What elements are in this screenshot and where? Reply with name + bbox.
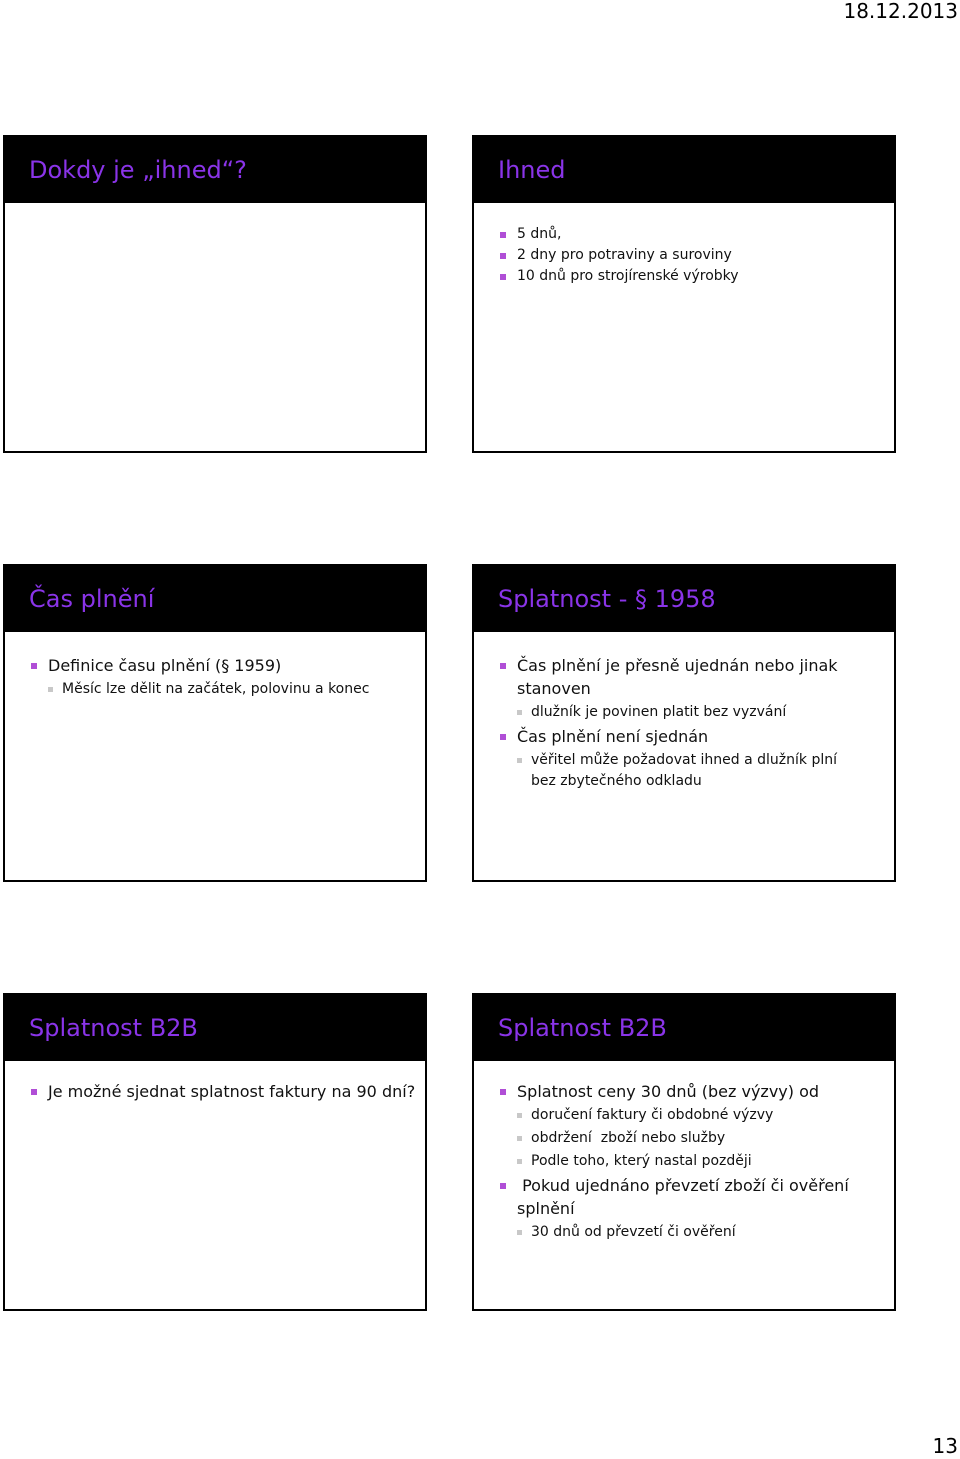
bullet-item: 10 dnů pro strojírenské výrobky	[498, 267, 880, 286]
slide-cas-plneni	[3, 564, 427, 882]
bullet-item: 5 dnů,	[498, 225, 880, 244]
bullet-item: Čas plnění je přesně ujednán nebo jinak stanoven	[498, 654, 864, 700]
page-date: 18.12.2013	[843, 0, 958, 23]
bullet-list	[498, 1080, 854, 1243]
sub-bullet-item: obdržení zboží nebo služby	[498, 1128, 854, 1149]
bullet-item: Splatnost ceny 30 dnů (bez výzvy) od	[498, 1080, 854, 1103]
slide-dokdy-je-ihned	[3, 135, 427, 453]
sub-bullet-item: dlužník je povinen platit bez vyzvání	[498, 702, 864, 723]
slide-title: Splatnost B2B	[498, 1014, 667, 1042]
bullet-item: Pokud ujednáno převzetí zboží či ověření splnění	[498, 1174, 854, 1220]
bullet-list	[498, 225, 880, 286]
slide-title: Splatnost B2B	[29, 1014, 198, 1042]
slide-body	[474, 1061, 894, 1243]
slide-title: Ihned	[498, 156, 566, 184]
slide-header	[5, 995, 425, 1061]
sub-bullet-item: doručení faktury či obdobné výzvy	[498, 1105, 854, 1126]
sub-bullet-item: Podle toho, který nastal později	[498, 1151, 854, 1172]
slide-header	[5, 566, 425, 632]
bullet-item: Je možné sjednat splatnost faktury na 90 dní?	[29, 1080, 417, 1103]
slide-header	[474, 995, 894, 1061]
slide-header	[474, 137, 894, 203]
bullet-item: 2 dny pro potraviny a suroviny	[498, 246, 880, 265]
slide-ihned	[472, 135, 896, 453]
sub-bullet-item: Měsíc lze dělit na začátek, polovinu a konec	[29, 679, 411, 700]
slide-header	[474, 566, 894, 632]
sub-bullet-item: 30 dnů od převzetí či ověření	[498, 1222, 854, 1243]
sub-bullet-item: věřitel může požadovat ihned a dlužník plní bez zbytečného odkladu	[498, 750, 864, 792]
slide-body	[5, 1061, 425, 1103]
slide-splatnost-1958	[472, 564, 896, 882]
slide-body	[474, 632, 894, 792]
bullet-item: Čas plnění není sjednán	[498, 725, 864, 748]
slide-body	[5, 632, 425, 700]
slide-header	[5, 137, 425, 203]
slide-title: Splatnost - § 1958	[498, 585, 716, 613]
slide-body	[5, 203, 425, 221]
slide-splatnost-b2b-question	[3, 993, 427, 1311]
slide-body	[474, 203, 894, 286]
bullet-list	[29, 654, 411, 700]
bullet-item: Definice času plnění (§ 1959)	[29, 654, 411, 677]
slide-title: Čas plnění	[29, 585, 155, 613]
slide-title: Dokdy je „ihned“?	[29, 156, 247, 184]
slide-splatnost-b2b-rules	[472, 993, 896, 1311]
bullet-list	[29, 1080, 417, 1103]
bullet-list	[498, 654, 864, 792]
page-number: 13	[932, 1434, 958, 1458]
